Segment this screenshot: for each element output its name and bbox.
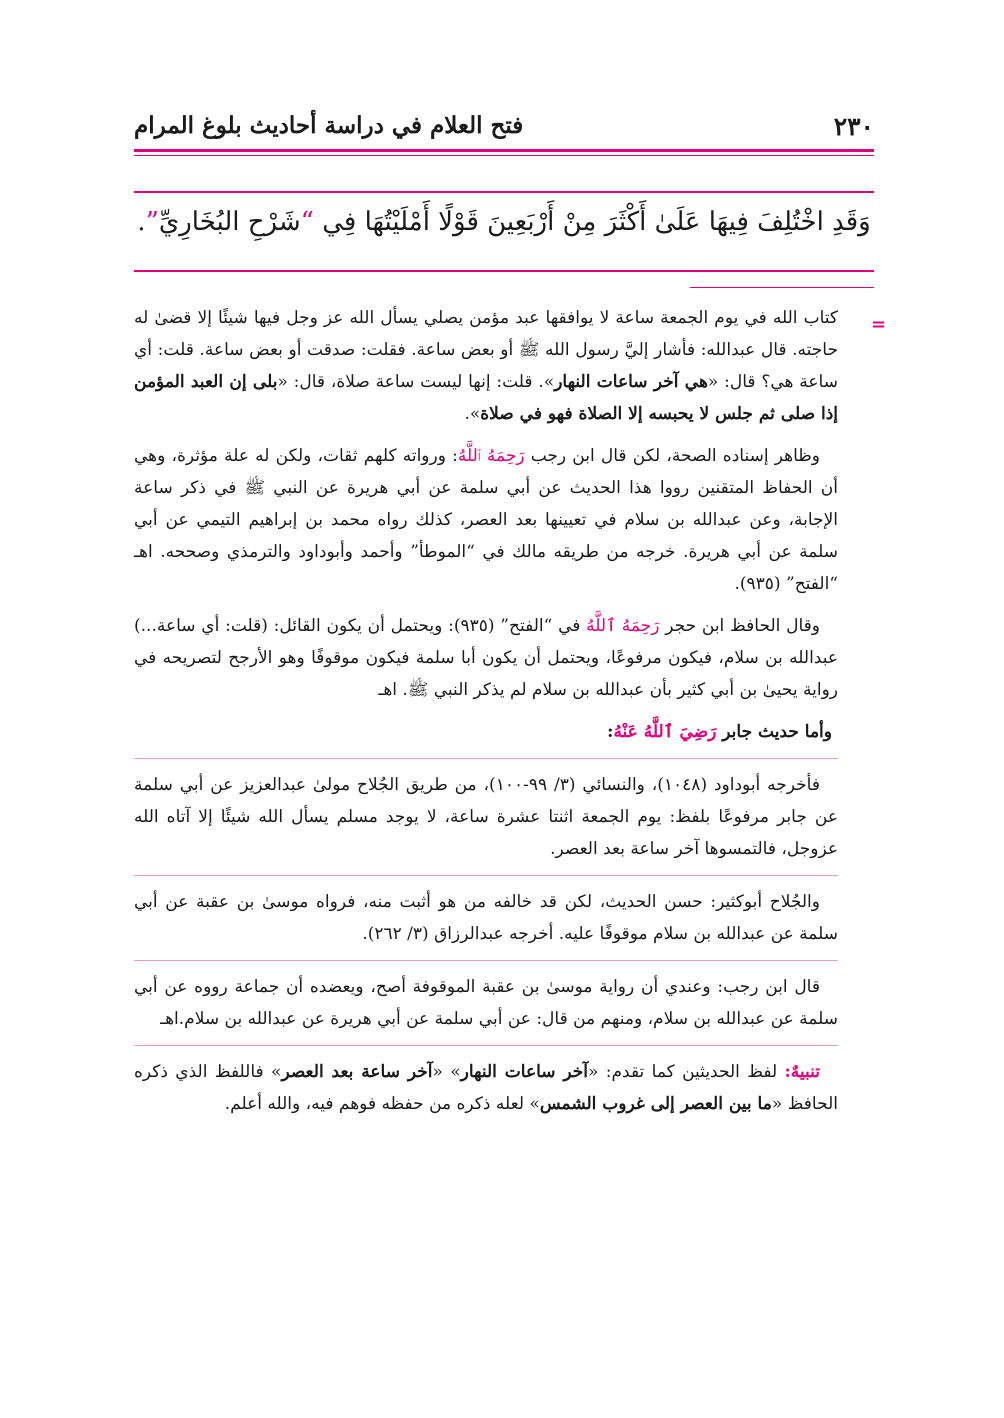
p7-quote-close: » <box>450 1062 461 1082</box>
p2-text4: (٩٣٥). <box>734 574 786 594</box>
honorific-glyph: رَضِيَ ٱللَّهُ عَنْهُ <box>613 722 717 742</box>
p7-bold-1: آخر ساعات النهار <box>460 1062 589 1082</box>
section-divider <box>134 960 838 961</box>
paragraph-5: والجُلاح أبوكثير: حسن الحديث، لكن قد خالفه من هو أثبت منه، فرواه موسىٰ بن عقبة عن أبي سلمة عن عبدالله بن سلام موقوفًا عليه. أخرجه عبدالرزاق (٣/ ٢٦٢). <box>134 892 838 944</box>
hadith-rule-top <box>134 191 874 193</box>
p7-quote-open: « <box>588 1062 599 1082</box>
p7-text1: لفظ الحديثين كما تقدم: <box>598 1062 785 1082</box>
paragraph-3 <box>134 610 838 706</box>
section-subheading <box>134 716 838 748</box>
paragraph-7-note <box>134 1056 838 1120</box>
paragraph-6: قال ابن رجب: وعندي أن رواية موسىٰ بن عقبة الموقوفة أصح، ويعضده أن جماعة رووه عن أبي سلمة عن عبدالله بن سلام، ومنهم من قال: عن أبي سلمة عن أبي هريرة عن عبدالله بن سلام.اهـ <box>134 977 838 1029</box>
quote-open-mark: “ <box>300 207 314 237</box>
p2-text1: وظاهر إسناده الصحة، لكن قال ابن رجب <box>524 446 820 466</box>
section-divider <box>134 1045 838 1046</box>
subhead-text: وأما حديث جابر <box>716 722 832 742</box>
quote-close-mark: ” <box>145 207 159 237</box>
footnote-rule <box>690 287 874 288</box>
p7-bold-3: ما بين العصر إلى غروب الشمس <box>539 1094 772 1114</box>
header-rule-thick <box>134 149 874 152</box>
p2-text2: : ورواته كلهم ثقات، ولكن له علة مؤثرة، وهي أن الحفاظ المتقنين رووا هذا الحديث عن أبي سلمة عن أبي هريرة عن النبي ﷺ في ذكر ساعة الإجابة، وعن عبدالله بن سلام في تعيينها بعد العصر، كذلك رواه محمد بن إبراهيم التيمي عن أبي سلمة عن أبي هريرة. خرجه من طريقه مالك في <box>134 446 838 562</box>
p2-text3: وأحمد وأبوداود والترمذي وصححه. اهـ <box>134 542 411 562</box>
p1-quote-open: « <box>707 372 719 392</box>
running-title: فتح العلام في دراسة أحاديث بلوغ المرام <box>134 112 524 139</box>
p7-quote2-close: » <box>271 1062 282 1082</box>
p7-quote3-close: » <box>529 1094 540 1114</box>
page-header <box>134 112 874 148</box>
p1-bold-1: هي آخر ساعات النهار <box>554 372 708 392</box>
p2-source-2: “الفتح” <box>786 574 838 594</box>
p1-quote2-open: « <box>277 372 288 392</box>
p3-text1: وقال الحافظ ابن حجر <box>659 616 820 636</box>
hadith-book-name: شَرْحِ البُخَارِيِّ <box>158 207 301 237</box>
section-divider <box>134 875 838 876</box>
hadith-end: . <box>137 207 146 237</box>
p1-bold-2: بلى إن العبد المؤمن إذا صلى ثم جلس لا يحبسه إلا الصلاة فهو في صلاة <box>134 372 838 424</box>
p1-text1: كتاب الله في يوم الجمعة ساعة لا يوافقها عبد مؤمن يصلي يسأل الله عز وجل فيها شيئًا إلا قضىٰ له حاجته. قال عبدالله: فأشار إليَّ رسول الله ﷺ أو بعض ساعة. فقلت: صدقت أو بعض ساعة. قلت: أي ساعة هي؟ قال: <box>134 308 838 392</box>
header-rule-thin <box>134 155 874 156</box>
hadith-rule-bottom <box>134 270 874 272</box>
note-label: تنبيهٌ: <box>784 1062 821 1082</box>
honorific-glyph: رَحِمَهُ ٱللَّهُ <box>586 616 660 636</box>
p1-quote-close: » <box>543 372 555 392</box>
p7-text2: فاللفظ الذي ذكره الحافظ <box>134 1062 838 1114</box>
hadith-text <box>134 200 874 244</box>
section-divider <box>134 758 838 759</box>
p3-text2: في <box>552 616 587 636</box>
p3-source-1: “الفتح” <box>500 616 553 636</box>
paragraph-2 <box>134 440 838 600</box>
paragraph-4: فأخرجه أبوداود (١٠٤٨)، والنسائي (٣/ ٩٩-١٠٠)، من طريق الجُلاح مولىٰ عبدالعزيز عن أبي سلمة عن جابر مرفوعًا بلفظ: يوم الجمعة اثنتا عشرة ساعة، لا يوجد مسلم يسأل الله شيئًا إلا آتاه الله عزوجل، فالتمسوها آخر ساعة بعد العصر. <box>134 775 838 859</box>
p1-text2: . قلت: إنها ليست ساعة صلاة، قال: <box>287 372 544 392</box>
page-number: ٢٣٠ <box>833 112 874 141</box>
p7-text3: لعله ذكره من حفظه فوهم فيه، والله أعلم. <box>224 1094 530 1114</box>
hadith-main: وَقَدِ اخْتُلِفَ فِيهَا عَلَىٰ أَكْثَرَ مِنْ أَرْبَعِينَ قَوْلًا أَمْلَيْتُهَا فِي <box>313 207 871 237</box>
p2-source-1: “الموطأ” <box>410 542 475 562</box>
p1-text3: . <box>464 404 470 424</box>
p7-quote3-open: « <box>771 1094 783 1114</box>
continuation-mark: = <box>871 314 887 335</box>
paragraph-1 <box>134 302 838 430</box>
p7-quote2-open: « <box>432 1062 443 1082</box>
body-text <box>134 302 838 1130</box>
p3-text3: (٩٣٥): ويحتمل أن يكون القائل: (قلت: أي ساعة...) عبدالله بن سلام، فيكون مرفوعًا، ويحتمل أن يكون أبا سلمة فيكون موقوفًا وهو الأرجح لتصريحه في رواية يحيىٰ بن أبي كثير بأن عبدالله بن سلام لم يذكر النبي ﷺ. اهـ <box>134 616 838 700</box>
p7-bold-2: آخر ساعة بعد العصر <box>281 1062 433 1082</box>
honorific-glyph: رَحِمَهُ ٱللَّهُ <box>457 446 525 466</box>
subhead-colon: : <box>607 722 614 742</box>
p1-quote2-close: » <box>469 404 481 424</box>
